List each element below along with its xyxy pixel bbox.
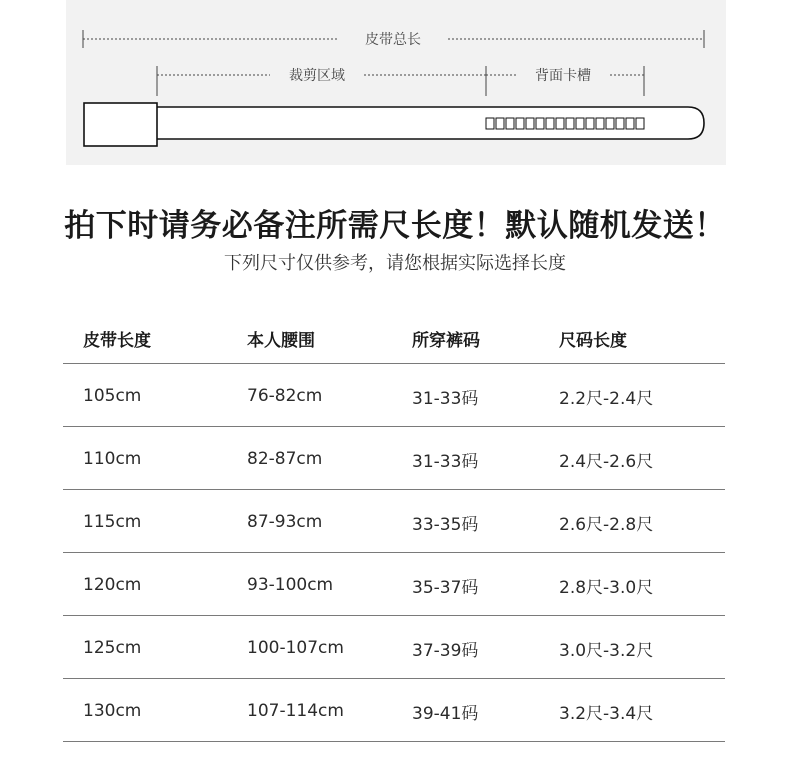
belt-hole [516, 118, 524, 129]
header-waist: 本人腰围 [247, 313, 412, 364]
belt-hole [576, 118, 584, 129]
table-header-row [63, 313, 725, 364]
belt-hole [486, 118, 494, 129]
subline: 下列尺寸仅供参考，请您根据实际选择长度 [224, 253, 566, 274]
belt-length-cell: 130cm [63, 679, 247, 742]
header-belt-length: 皮带长度 [63, 313, 247, 364]
chi-length-cell: 2.2尺-2.4尺 [559, 364, 725, 427]
belt-hole [626, 118, 634, 129]
belt-hole [636, 118, 644, 129]
belt-buckle [84, 103, 157, 146]
belt-hole [586, 118, 594, 129]
table-row [63, 553, 725, 616]
table-row [63, 679, 725, 742]
header-chi-length: 尺码长度 [559, 313, 725, 364]
pant-size-cell: 31-33码 [412, 427, 559, 490]
belt-hole [606, 118, 614, 129]
belt-hole [566, 118, 574, 129]
table-row [63, 364, 725, 427]
chi-length-cell: 3.2尺-3.4尺 [559, 679, 725, 742]
belt-length-cell: 110cm [63, 427, 247, 490]
table-row [63, 490, 725, 553]
table-row [63, 427, 725, 490]
belt-hole [616, 118, 624, 129]
belt-hole [536, 118, 544, 129]
belt-hole [556, 118, 564, 129]
waist-cell: 87-93cm [247, 490, 412, 553]
chi-length-cell: 2.4尺-2.6尺 [559, 427, 725, 490]
belt-hole [496, 118, 504, 129]
pant-size-cell: 39-41码 [412, 679, 559, 742]
header-pant-size: 所穿裤码 [412, 313, 559, 364]
chi-length-cell: 2.8尺-3.0尺 [559, 553, 725, 616]
chi-length-cell: 3.0尺-3.2尺 [559, 616, 725, 679]
pant-size-cell: 37-39码 [412, 616, 559, 679]
waist-cell: 76-82cm [247, 364, 412, 427]
belt-hole [596, 118, 604, 129]
back-slot-label: 背面卡槽 [535, 68, 591, 84]
waist-cell: 107-114cm [247, 679, 412, 742]
cut-area-label: 裁剪区域 [289, 68, 345, 84]
belt-length-cell: 125cm [63, 616, 247, 679]
size-table [63, 313, 725, 742]
headline: 拍下时请务必备注所需尺长度！默认随机发送！ [64, 208, 726, 244]
diagram-background [66, 0, 726, 165]
belt-hole [546, 118, 554, 129]
waist-cell: 93-100cm [247, 553, 412, 616]
waist-cell: 82-87cm [247, 427, 412, 490]
pant-size-cell: 35-37码 [412, 553, 559, 616]
belt-hole [526, 118, 534, 129]
belt-hole [506, 118, 514, 129]
belt-diagram [0, 0, 790, 170]
belt-length-cell: 105cm [63, 364, 247, 427]
waist-cell: 100-107cm [247, 616, 412, 679]
pant-size-cell: 31-33码 [412, 364, 559, 427]
belt-length-cell: 120cm [63, 553, 247, 616]
total-length-label: 皮带总长 [365, 32, 421, 48]
pant-size-cell: 33-35码 [412, 490, 559, 553]
belt-length-cell: 115cm [63, 490, 247, 553]
chi-length-cell: 2.6尺-2.8尺 [559, 490, 725, 553]
table-row [63, 616, 725, 679]
